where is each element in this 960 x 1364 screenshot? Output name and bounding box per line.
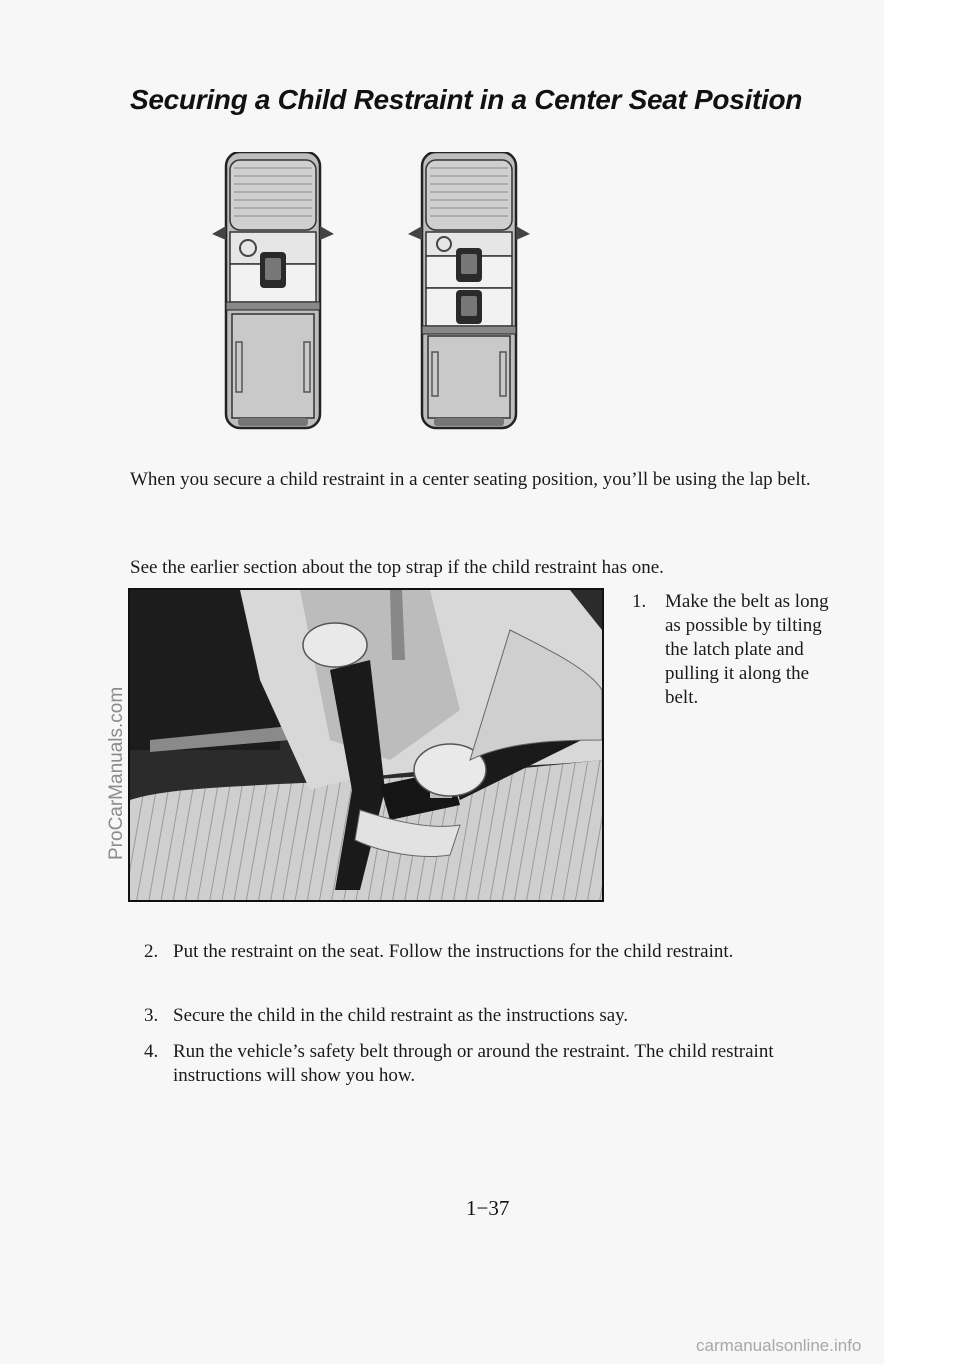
pickup-extended-cab-child-seat-icon: [408, 152, 530, 430]
top-strap-note: See the earlier section about the top strap if the child restraint has one.: [130, 557, 664, 578]
step-number: 2.: [144, 941, 159, 962]
procarmanuals-watermark: ProCarManuals.com: [106, 686, 127, 860]
pickup-single-cab-child-seat-icon: [212, 152, 334, 430]
intro-paragraph: When you secure a child restraint in a center seating position, you’ll be using the lap belt.: [130, 469, 811, 490]
step-text: Secure the child in the child restraint as the instructions say.: [173, 1005, 629, 1026]
step-number: 3.: [144, 1005, 159, 1026]
step-number: 1.: [632, 591, 647, 612]
page-number: 1−37: [466, 1196, 510, 1220]
step-text: Make the belt as long as possible by tilting the latch plate and pulling it along the belt.: [665, 591, 829, 708]
buckle-latch-plate-photo: [128, 588, 604, 902]
step-text: Put the restraint on the seat. Follow the instructions for the child restraint.: [173, 941, 734, 962]
step-text: Run the vehicle’s safety belt through or around the restraint. The child restraint instructions will show you how.: [173, 1041, 774, 1086]
step-number: 4.: [144, 1041, 159, 1062]
page-title: Securing a Child Restraint in a Center Seat Position: [130, 84, 803, 115]
carmanualsonline-watermark: carmanualsonline.info: [696, 1336, 862, 1355]
